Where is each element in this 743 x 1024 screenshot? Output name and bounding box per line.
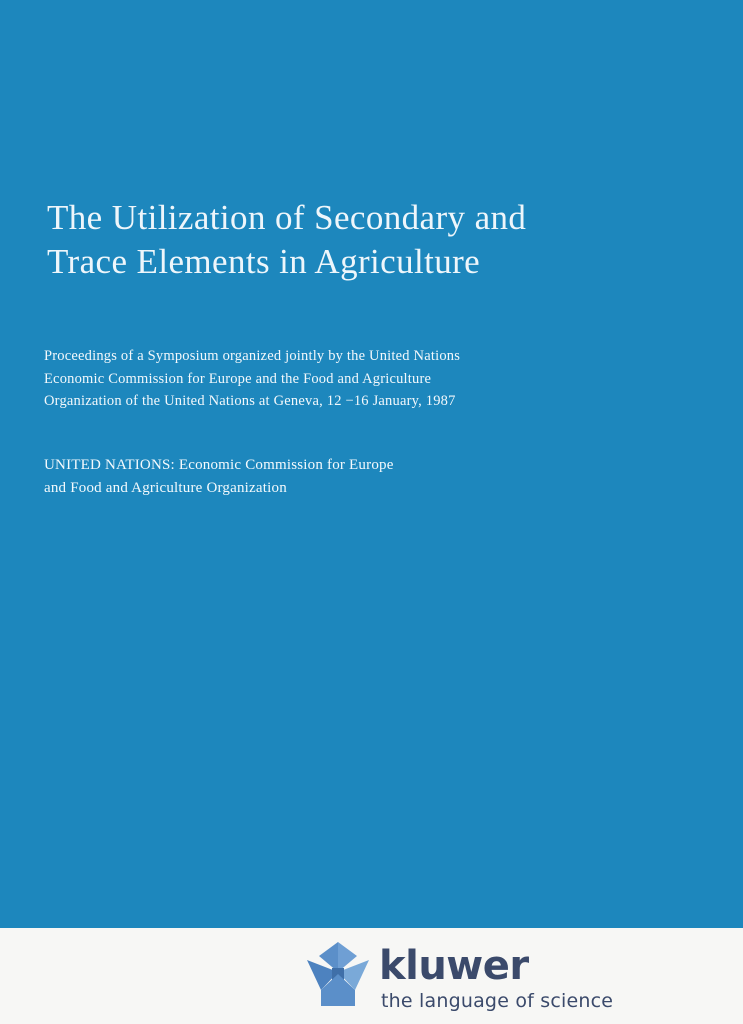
author-line-2: and Food and Agriculture Organization [44, 480, 287, 496]
author-organization [44, 454, 644, 500]
subtitle-line-3: Organization of the United Nations at Geneva, 12 −16 January, 1987 [44, 393, 456, 409]
subtitle-line-2: Economic Commission for Europe and the Food and Agriculture [44, 370, 432, 387]
author-line-1: UNITED NATIONS: Economic Commission for Europe [44, 457, 394, 473]
title-line-2: Trace Elements in Agriculture [47, 242, 481, 281]
page-title [47, 196, 667, 284]
kluwer-pinwheel-icon [305, 942, 371, 1006]
title-line-1: The Utilization of Secondary and [47, 198, 527, 237]
subtitle [44, 345, 644, 413]
publisher-name: kluwer [379, 943, 529, 989]
publisher-footer [0, 928, 743, 1024]
publisher-tagline: the language of science [381, 990, 614, 1012]
subtitle-line-1: Proceedings of a Symposium organized jointly by the United Nations [44, 348, 461, 364]
publisher-logo-group [305, 938, 725, 1018]
